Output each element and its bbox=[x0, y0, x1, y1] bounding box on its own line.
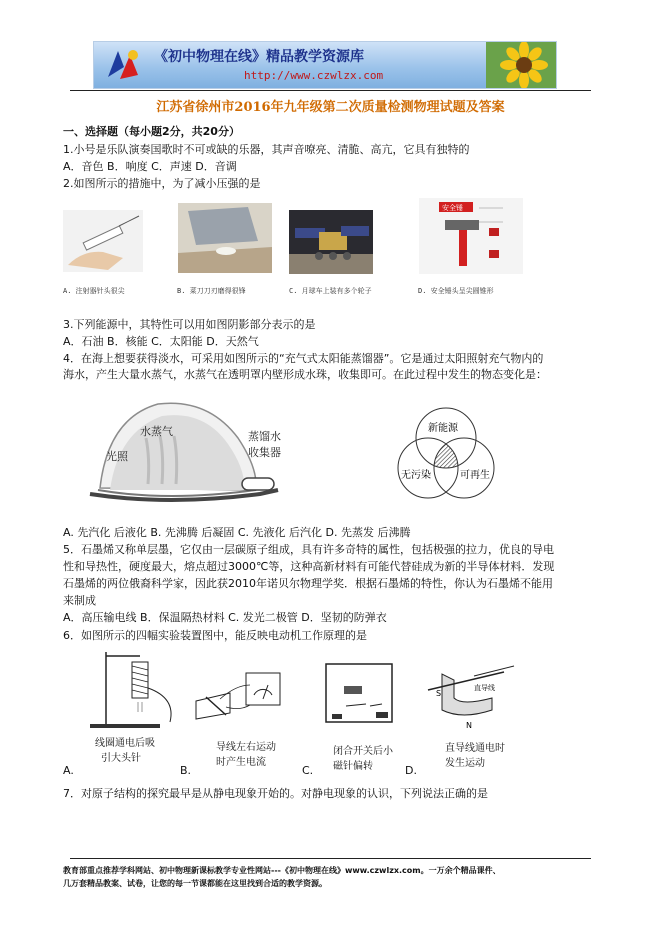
q5-line4: 来制成 bbox=[63, 594, 96, 607]
q2-caption-c: C. 月球车上装有多个轮子 bbox=[289, 287, 372, 295]
q6-caption-a-2: 引大头针 bbox=[101, 753, 141, 764]
footer-rule bbox=[70, 858, 591, 859]
q4-line2: 海水，产生大量水蒸气，水蒸气在透明罩内壁形成水珠，收集即可。在此过程中发生的物态变化是： bbox=[63, 368, 547, 381]
q6-caption-c-1: 闭合开关后小 bbox=[333, 746, 393, 757]
knife-image bbox=[178, 203, 272, 273]
safety-hammer-sign: 安全锤 bbox=[442, 204, 463, 212]
document-title: 江苏省徐州市2016年九年级第二次质量检测物理试题及答案 bbox=[156, 100, 505, 115]
site-logo-icon bbox=[100, 45, 144, 85]
venn-label-right: 可再生 bbox=[460, 470, 490, 481]
section-heading: 一、选择题（每小题2分，共20分） bbox=[63, 125, 240, 138]
light-label: 光照 bbox=[106, 450, 128, 463]
generator-experiment-image bbox=[190, 655, 290, 731]
safety-hammer-image bbox=[419, 198, 523, 274]
q7-stem: 7．对原子结构的探究最早是从静电现象开始的。对静电现象的认识，下列说法正确的是 bbox=[63, 787, 488, 800]
q6-caption-d-2: 发生运动 bbox=[445, 758, 485, 769]
venn-label-top: 新能源 bbox=[428, 423, 458, 434]
header-banner bbox=[93, 41, 557, 89]
q6-caption-d-1: 直导线通电时 bbox=[445, 743, 505, 754]
q5-line1: 5．石墨烯又称单层墨，它仅由一层碳原子组成，具有许多奇特的属性，包括极强的拉力，优良的导电 bbox=[63, 543, 554, 556]
lunar-rover-image bbox=[289, 210, 373, 274]
q6-label-b: B. bbox=[180, 764, 192, 777]
straight-wire-label: 直导线 bbox=[474, 684, 495, 692]
q6-caption-b-2: 时产生电流 bbox=[216, 757, 266, 768]
footer-line-2: 几万套精品教案、试卷，让您的每一节课都能在这里找到合适的教学资源。 bbox=[63, 879, 327, 888]
header-rule bbox=[70, 90, 591, 91]
magnet-s-label: S bbox=[436, 689, 442, 698]
q2-stem: 2.如图所示的措施中，为了减小压强的是 bbox=[63, 177, 261, 190]
q6-caption-a-1: 线圈通电后吸 bbox=[95, 738, 155, 749]
footer-line-1: 教育部重点推荐学科网站、初中物理新课标教学专业性网站---《初中物理在线》www.czwlzx.com。一万余个精品课件、 bbox=[63, 866, 501, 875]
vapor-label: 水蒸气 bbox=[140, 425, 173, 438]
magnet-n-label: N bbox=[466, 721, 472, 730]
collector-label-1: 蒸馏水 bbox=[248, 430, 281, 443]
q3-stem: 3.下列能源中，其特性可以用如图阴影部分表示的是 bbox=[63, 318, 316, 331]
oersted-experiment-image bbox=[320, 660, 404, 732]
collector-label-2: 收集器 bbox=[248, 446, 281, 459]
q6-caption-b-1: 导线左右运动 bbox=[216, 742, 276, 753]
motor-experiment-image bbox=[422, 660, 522, 734]
banner-url: http://www.czwlzx.com bbox=[244, 69, 384, 82]
q6-label-d: D. bbox=[405, 764, 417, 777]
syringe-image bbox=[63, 210, 143, 272]
q6-label-c: C. bbox=[302, 764, 314, 777]
q3-options: A．石油 B．核能 C．太阳能 D．天然气 bbox=[63, 335, 259, 348]
q2-caption-a: A. 注射器针头很尖 bbox=[63, 287, 125, 295]
sunflower-image bbox=[486, 42, 556, 88]
energy-venn-diagram bbox=[388, 404, 504, 504]
q5-options: A．高压输电线 B．保温隔热材料 C. 发光二极管 D．坚韧的防弹衣 bbox=[63, 611, 387, 624]
banner-title: 《初中物理在线》精品教学资源库 bbox=[154, 49, 364, 65]
q6-stem: 6．如图所示的四幅实验装置图中，能反映电动机工作原理的是 bbox=[63, 629, 367, 642]
q2-caption-b: B. 菜刀刀刃磨得很锋 bbox=[177, 287, 246, 295]
electromagnet-image bbox=[80, 648, 190, 730]
q6-label-a: A. bbox=[63, 764, 74, 777]
q4-line1: 4．在海上想要获得淡水，可采用如图所示的“充气式太阳能蒸馏器”。它是通过太阳照射充气物内的 bbox=[63, 352, 544, 365]
q5-line3: 石墨烯的两位俄裔科学家，因此获2010年诺贝尔物理学奖．根据石墨烯的特性，你认为石墨烯不能用 bbox=[63, 577, 553, 590]
venn-label-left: 无污染 bbox=[401, 470, 431, 481]
q4-options: A. 先汽化 后液化 B. 先沸腾 后凝固 C. 先液化 后汽化 D. 先蒸发 后沸腾 bbox=[63, 526, 411, 539]
q5-line2: 性和导热性，硬度最大，熔点超过3000℃等，这种高新材料有可能代替硅成为新的半导体材料．发现 bbox=[63, 560, 555, 573]
q6-caption-c-2: 磁针偏转 bbox=[333, 761, 373, 772]
q1-stem: 1.小号是乐队演奏国歌时不可或缺的乐器，其声音嘹亮、清脆、高亢，它具有独特的 bbox=[63, 143, 470, 156]
q2-caption-d: D. 安全锤头呈尖圆锥形 bbox=[418, 287, 494, 295]
solar-still-diagram bbox=[88, 398, 288, 514]
q1-options: A．音色 B．响度 C．声速 D．音调 bbox=[63, 160, 237, 173]
